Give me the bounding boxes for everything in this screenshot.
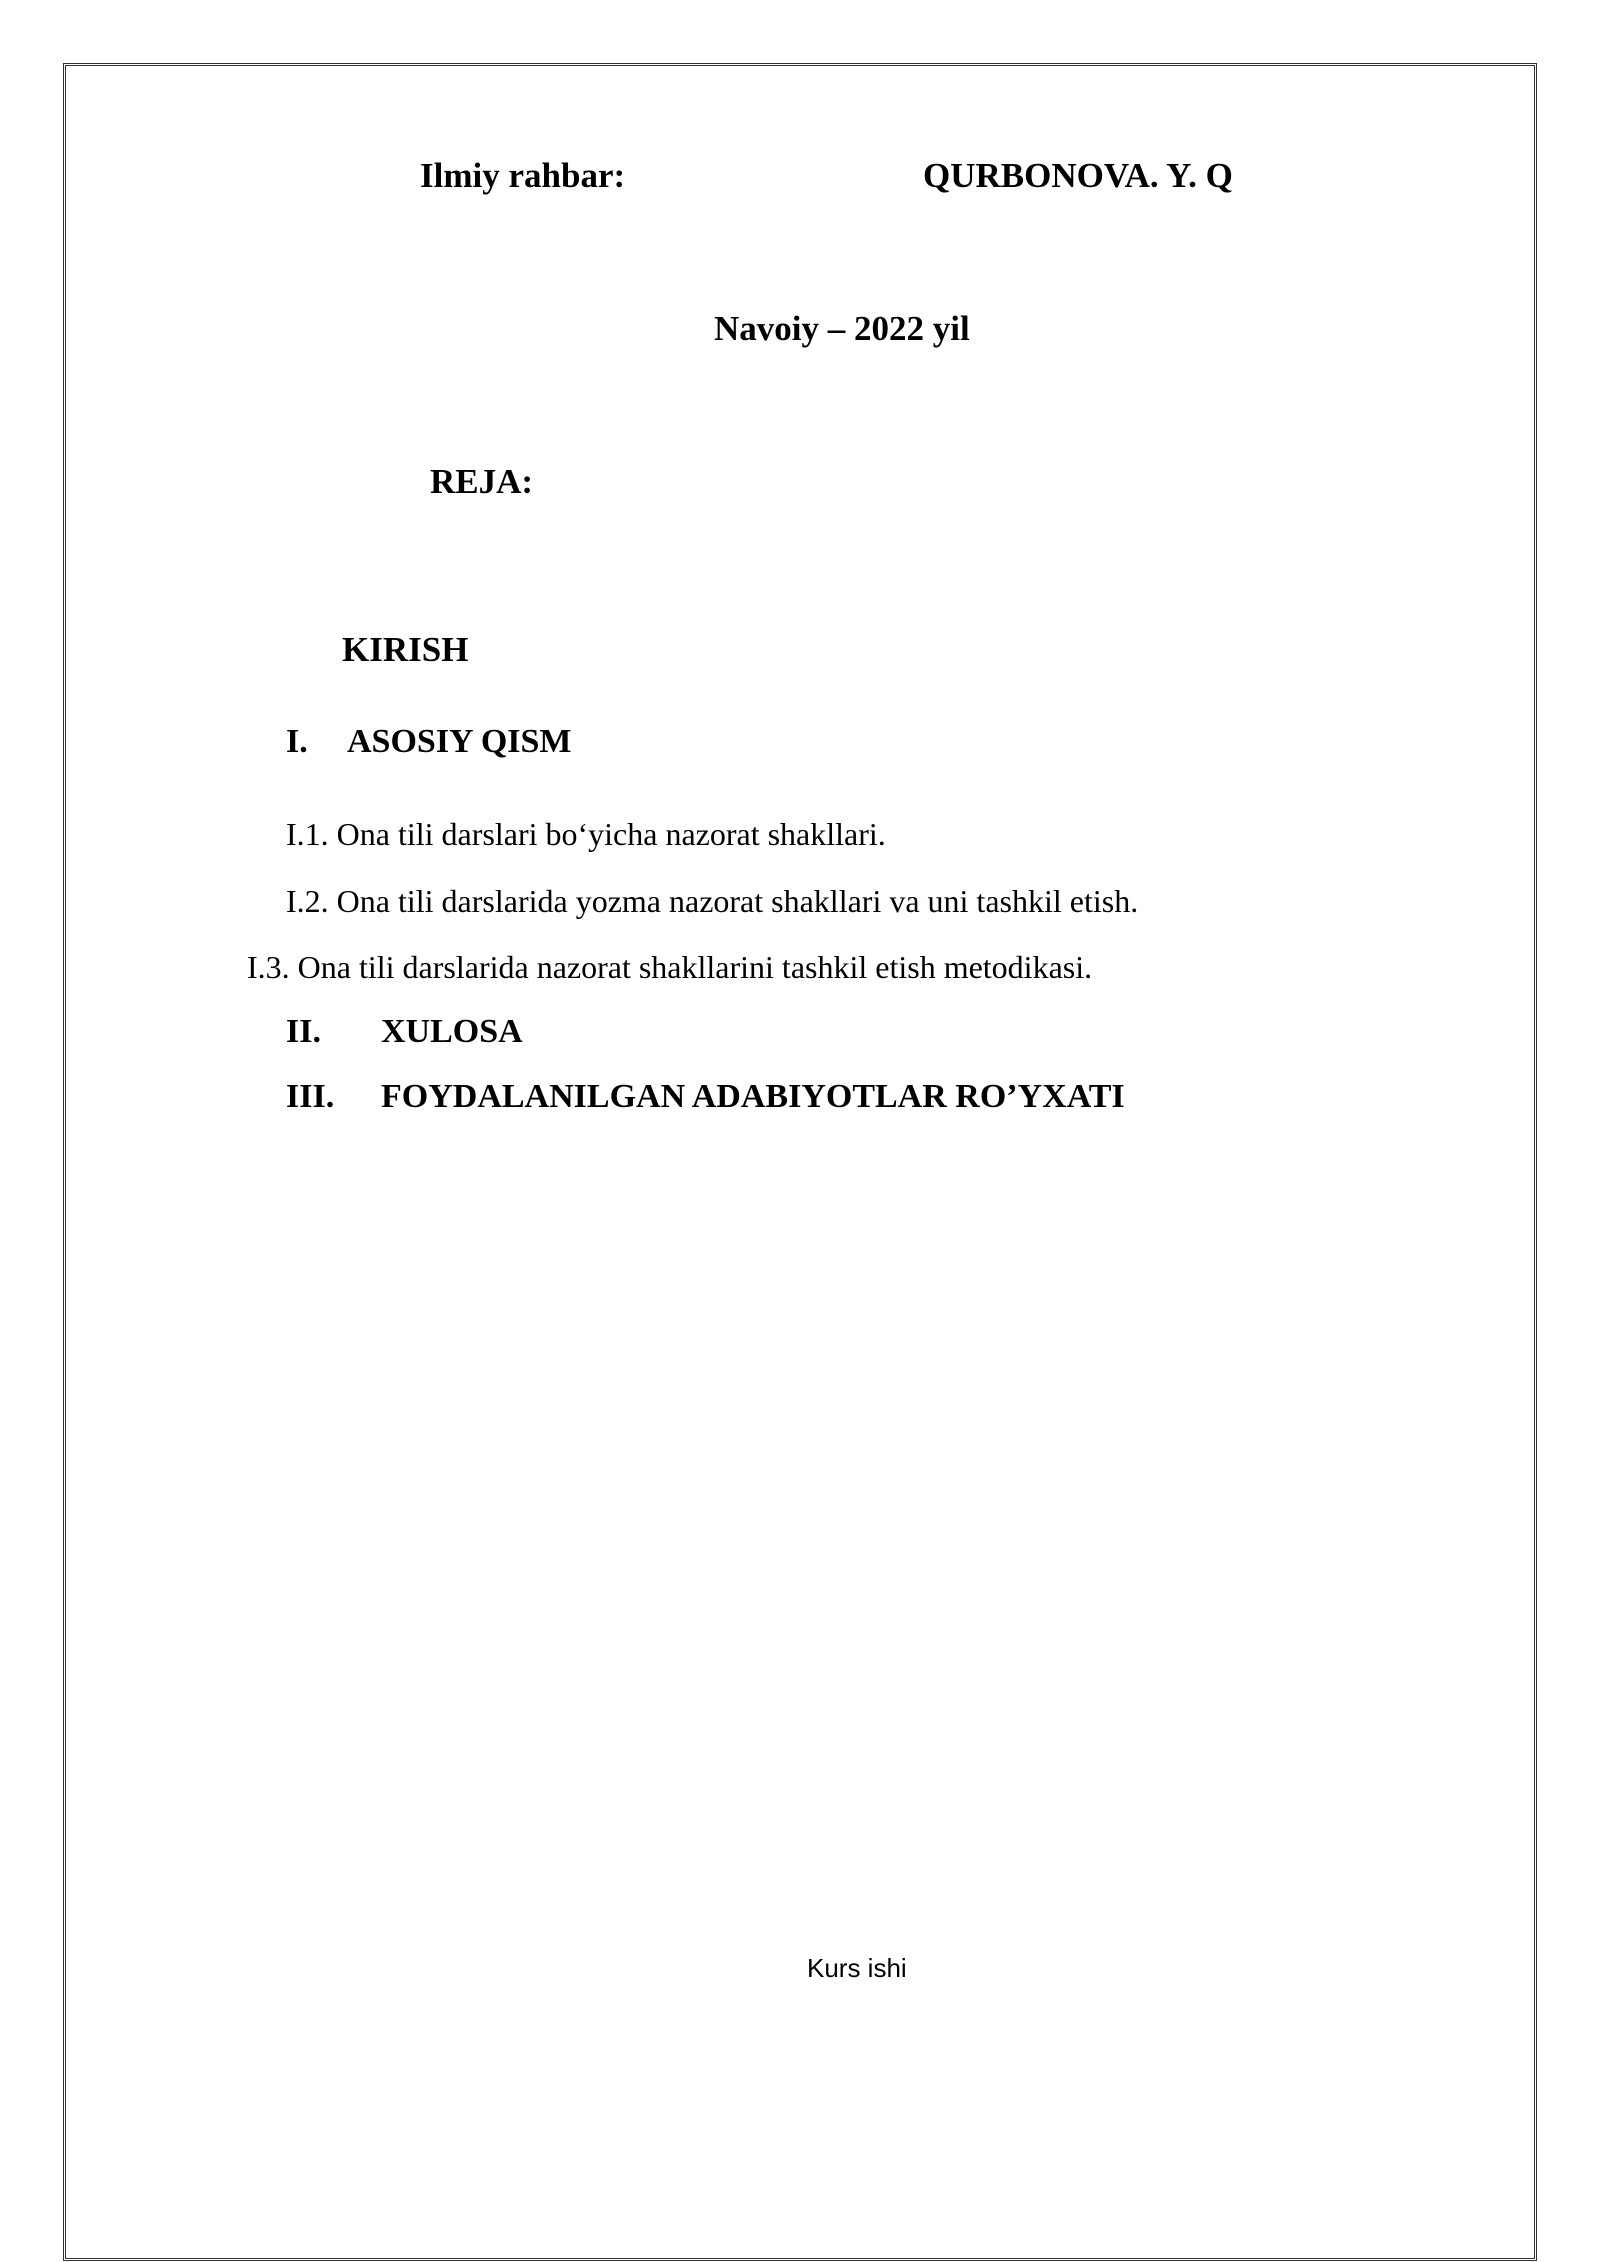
plan-item-number: III. — [286, 1078, 335, 1115]
plan-item-main-part: ASOSIY QISM — [347, 723, 572, 760]
supervisor-name: QURBONOVA. Y. Q — [923, 156, 1233, 195]
plan-item-references: FOYDALANILGAN ADABIYOTLAR RO’YXATI — [381, 1078, 1125, 1115]
plan-item-number: II. — [286, 1013, 321, 1050]
plan-title: REJA: — [430, 462, 534, 501]
plan-subitem: I.1. Ona tili darslari bo‘yicha nazorat shakllari. — [286, 816, 886, 852]
plan-item-number: I. — [286, 723, 308, 760]
supervisor-label: Ilmiy rahbar: — [420, 156, 626, 195]
footer-text: Kurs ishi — [807, 1953, 907, 1983]
plan-item-conclusion: XULOSA — [381, 1013, 523, 1050]
place-year: Navoiy – 2022 yil — [714, 309, 970, 348]
page-border — [63, 63, 1537, 2261]
plan-item-introduction: KIRISH — [342, 630, 469, 669]
plan-subitem: I.2. Ona tili darslarida yozma nazorat shakllari va uni tashkil etish. — [286, 883, 1139, 919]
plan-subitem: I.3. Ona tili darslarida nazorat shakllarini tashkil etish metodikasi. — [247, 949, 1093, 985]
